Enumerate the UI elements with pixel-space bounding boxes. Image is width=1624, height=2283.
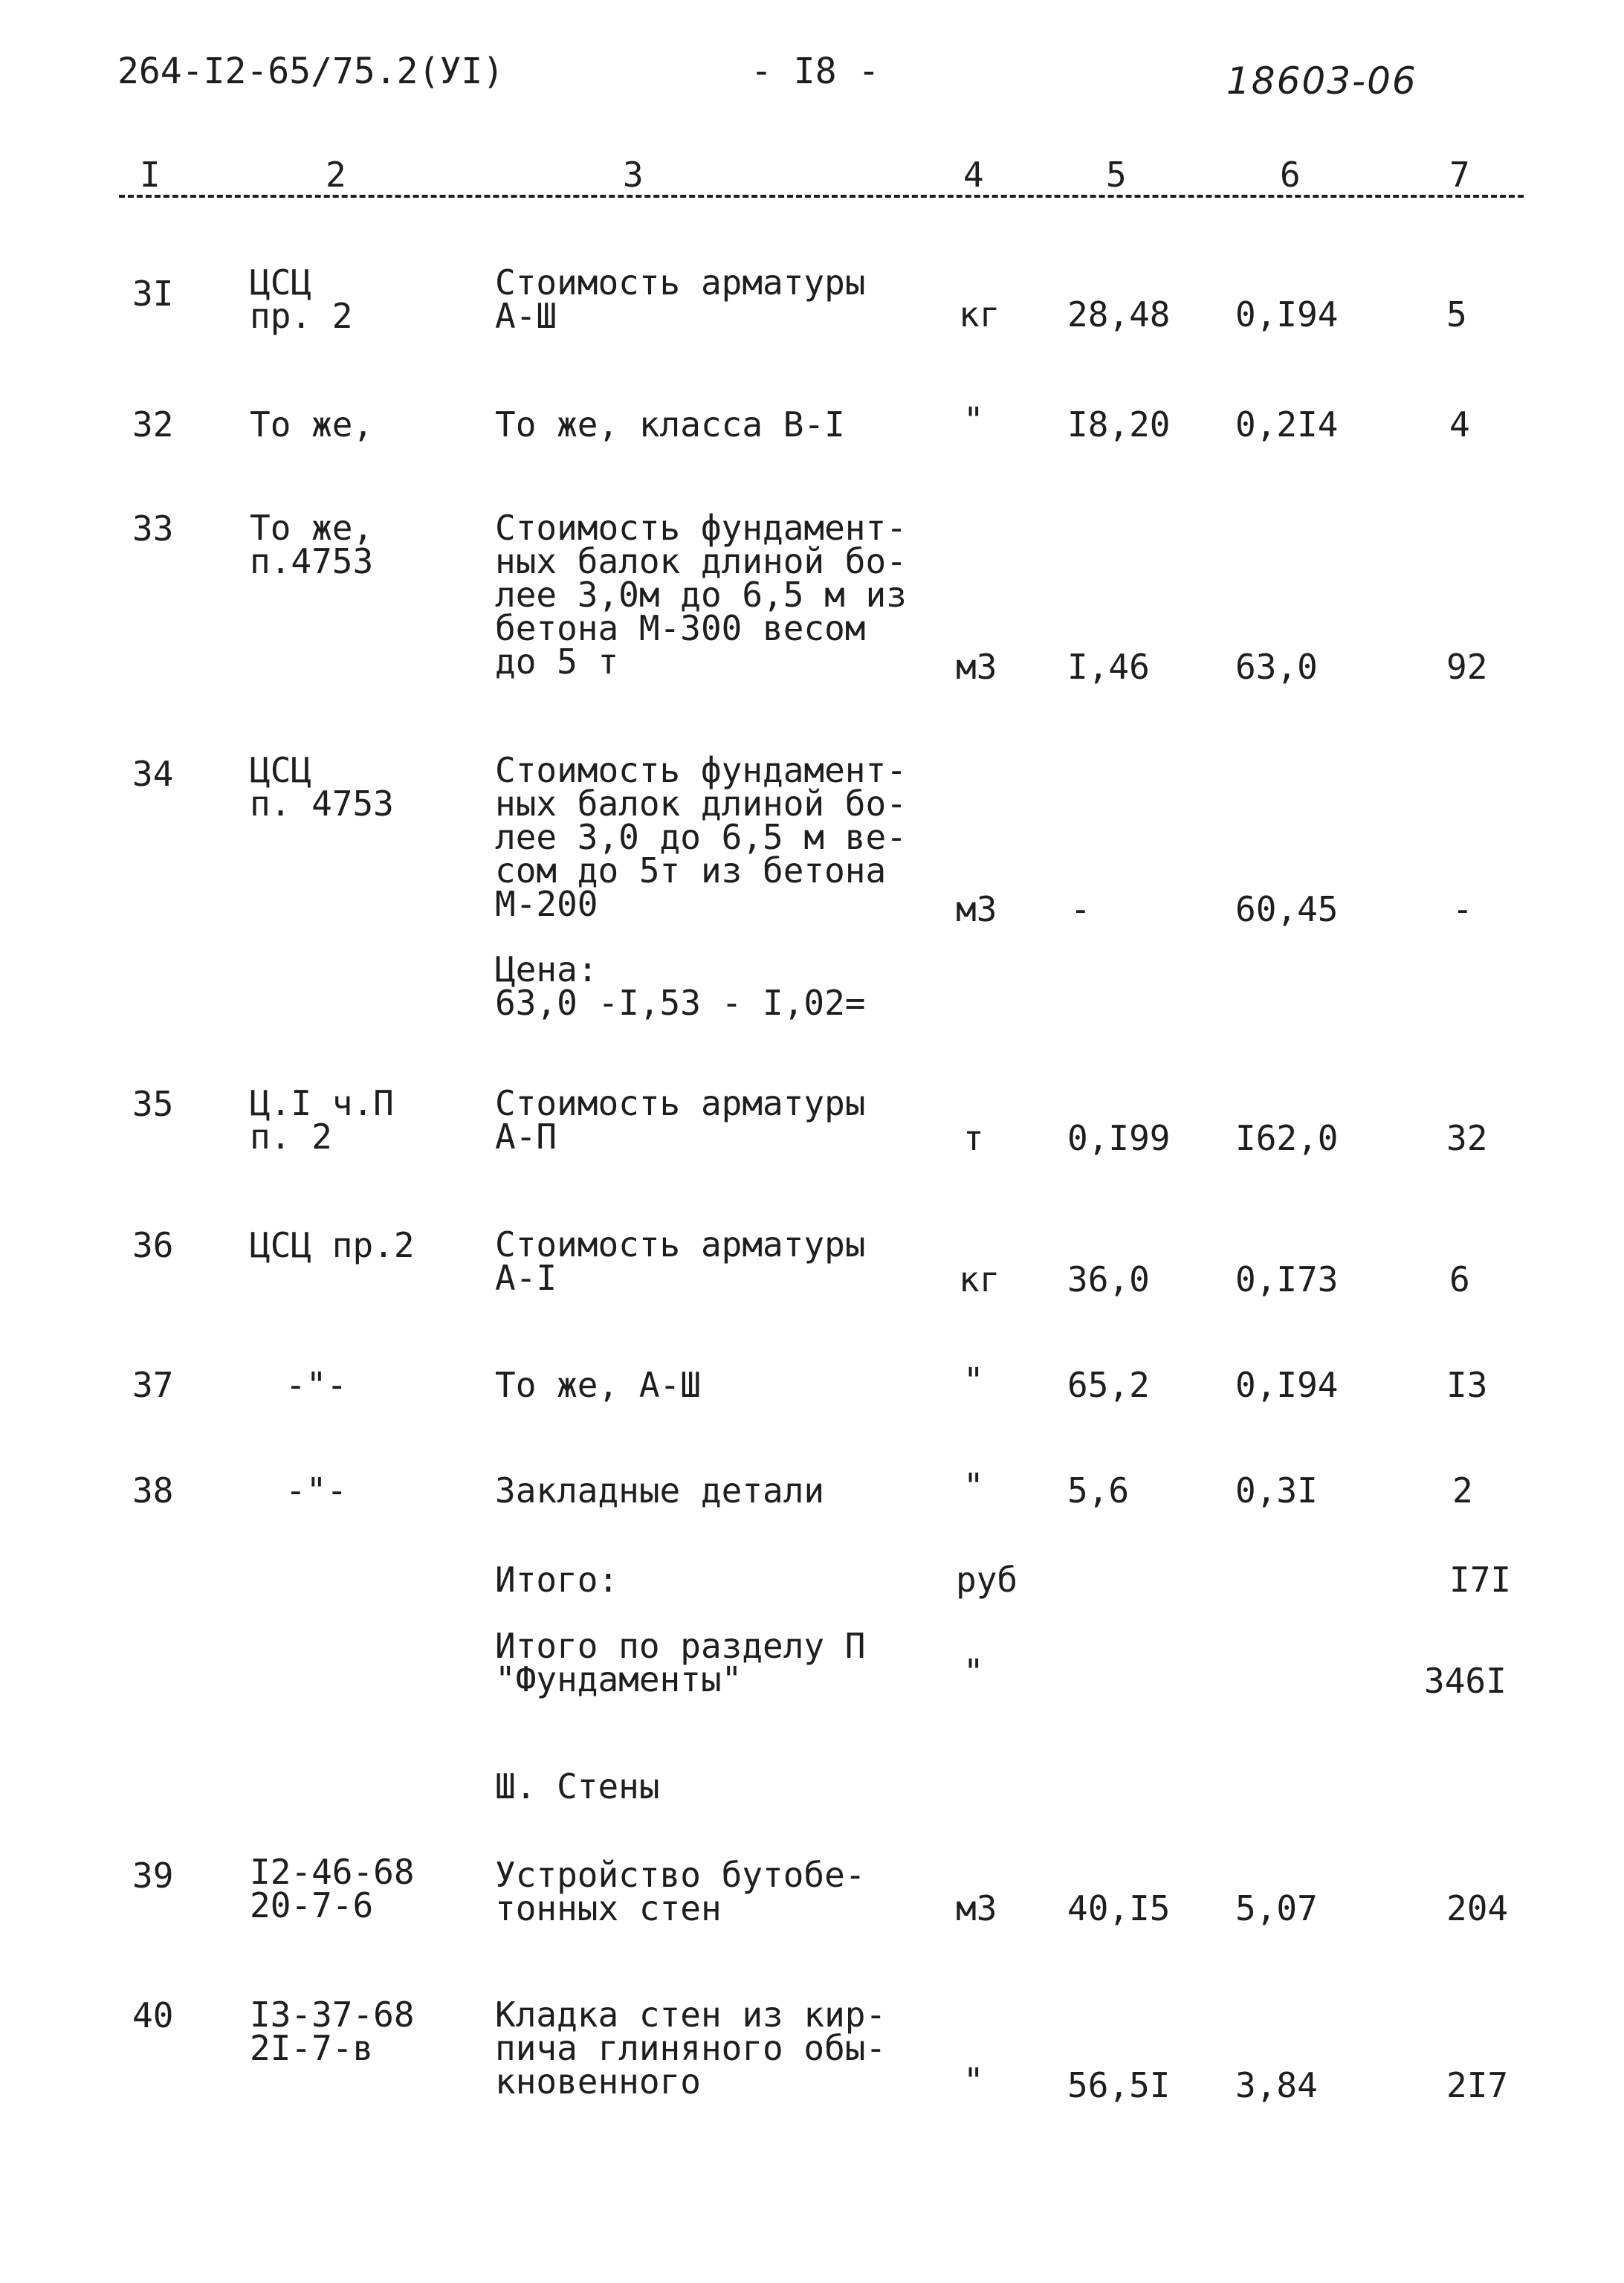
row-quantity: I8,20 (1067, 404, 1171, 445)
row-number: 35 (132, 1084, 174, 1124)
row-quantity: 28,48 (1067, 294, 1171, 335)
section-total-unit: " (963, 1652, 984, 1692)
row-number: 32 (132, 404, 174, 445)
row-price: 0,3I (1235, 1470, 1318, 1511)
subtotal-total: I7I (1449, 1560, 1512, 1600)
column-number-2: 2 (326, 155, 346, 195)
row-description: Закладные детали (495, 1470, 825, 1511)
row-description: Кладка стен из кир- пича глиняного обы- кновенного (495, 1995, 887, 2102)
row-reference: I2-46-68 20-7-6 (250, 1852, 415, 1926)
row-number: 38 (132, 1470, 174, 1511)
column-number-4: 4 (963, 155, 984, 195)
section-total-label: Итого по разделу П "Фундаменты" (495, 1626, 866, 1700)
row-reference: ЦСЦ пр. 2 (250, 262, 353, 337)
row-reference: Ц.I ч.П п. 2 (250, 1083, 394, 1157)
row-unit: м3 (956, 889, 997, 929)
row-quantity: 40,I5 (1067, 1888, 1171, 1928)
row-description: То же, класса В-I (495, 404, 845, 445)
row-quantity: 0,I99 (1067, 1118, 1171, 1158)
subtotal-label: Итого: (495, 1560, 619, 1600)
row-total: - (1452, 889, 1473, 929)
row-reference: ЦСЦ пр.2 (250, 1225, 415, 1265)
document-code: 264-I2-65/75.2(УI) (117, 51, 505, 92)
handwritten-number: 18603-06 (1226, 59, 1417, 103)
row-reference: То же, (250, 404, 374, 445)
row-price: 0,I94 (1235, 294, 1339, 335)
column-header-divider (119, 195, 1524, 198)
row-quantity: - (1070, 889, 1091, 929)
row-quantity: 36,0 (1067, 1259, 1150, 1299)
row-number: 36 (132, 1225, 174, 1265)
row-total: 5 (1446, 294, 1467, 335)
row-price: 0,I73 (1235, 1259, 1339, 1299)
subtotal-unit: руб (956, 1560, 1018, 1600)
row-unit: м3 (956, 647, 997, 687)
row-price: I62,0 (1235, 1118, 1339, 1158)
row-total: 6 (1449, 1259, 1470, 1299)
row-total: 2I7 (1446, 2065, 1509, 2105)
row-unit: кг (959, 294, 1000, 335)
row-total: 4 (1449, 404, 1470, 445)
row-description: Стоимость фундамент- ных балок длиной бо- лее 3,0м до 6,5 м из бетона М-300 весом до 5 т (495, 508, 907, 682)
row-price: 63,0 (1235, 647, 1318, 687)
column-number-1: I (140, 155, 161, 195)
row-total: 2 (1452, 1470, 1473, 1511)
row-total: I3 (1446, 1365, 1488, 1405)
section-total-value: 346I (1424, 1661, 1507, 1701)
row-unit: " (963, 1360, 984, 1401)
row-unit: " (963, 400, 984, 440)
row-quantity: 65,2 (1067, 1365, 1150, 1405)
column-number-5: 5 (1106, 155, 1127, 195)
section-heading: Ш. Стены (495, 1766, 660, 1806)
row-total: 32 (1446, 1118, 1488, 1158)
row-quantity: 5,6 (1067, 1470, 1130, 1511)
row-unit: кг (959, 1259, 1000, 1299)
column-number-7: 7 (1449, 155, 1470, 195)
row-number: 39 (132, 1856, 174, 1896)
row-unit: м3 (956, 1888, 997, 1928)
column-number-3: 3 (623, 155, 644, 195)
row-description: Устройство бутобе- тонных стен (495, 1855, 866, 1929)
row-total: 204 (1446, 1888, 1509, 1928)
row-quantity: I,46 (1067, 647, 1150, 687)
row-number: 3I (132, 274, 174, 314)
row-number: 34 (132, 754, 174, 794)
row-reference: -"- (285, 1365, 348, 1405)
row-reference: -"- (285, 1470, 348, 1511)
row-price: 3,84 (1235, 2065, 1318, 2105)
row-total: 92 (1446, 647, 1488, 687)
row-description: Стоимость фундамент- ных балок длиной бо- лее 3,0 до 6,5 м ве- сом до 5т из бетона М-200 (495, 750, 907, 925)
row-price: 5,07 (1235, 1888, 1318, 1928)
row-reference: ЦСЦ п. 4753 (250, 750, 394, 824)
row-unit: " (963, 2061, 984, 2101)
row-description: Стоимость арматуры А-Ш (495, 262, 866, 337)
row-reference: То же, п.4753 (250, 508, 374, 582)
row-description: То же, А-Ш (495, 1365, 701, 1405)
row-number: 40 (132, 1995, 174, 2035)
row-description: Стоимость арматуры А-П (495, 1083, 866, 1157)
row-price: 0,I94 (1235, 1365, 1339, 1405)
row-number: 37 (132, 1365, 174, 1405)
row-price: 60,45 (1235, 889, 1339, 929)
row-unit: " (963, 1466, 984, 1506)
row-price: 0,2I4 (1235, 404, 1339, 445)
row-description: Стоимость арматуры А-I (495, 1224, 866, 1299)
row-number: 33 (132, 508, 174, 549)
page-number: - I8 - (751, 51, 880, 92)
row-unit: т (963, 1118, 984, 1158)
price-calculation-note: Цена: 63,0 -I,53 - I,02= (495, 949, 866, 1024)
column-number-6: 6 (1280, 155, 1301, 195)
row-quantity: 56,5I (1067, 2065, 1171, 2105)
row-reference: I3-37-68 2I-7-в (250, 1995, 415, 2069)
